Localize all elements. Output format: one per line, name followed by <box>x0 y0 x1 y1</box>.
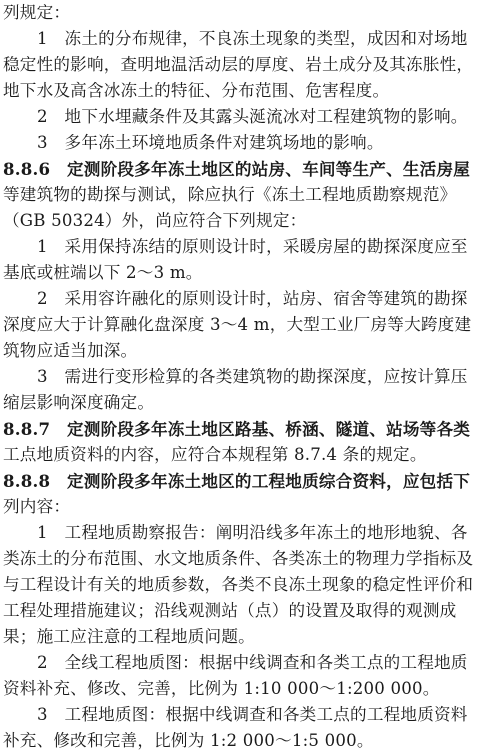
text-line: 1 工程地质勘察报告：阐明沿线多年冻土的地形地貌、各 <box>37 523 468 542</box>
clause-heading-8-8-7: 8.8.7 定测阶段多年冻土地区路基、桥涵、隧道、站场等各类 <box>3 419 471 439</box>
text-line: 工点地质资料的内容，应符合本规程第 8.7.4 条的规定。 <box>3 445 427 464</box>
clause-heading-8-8-6: 8.8.6 定测阶段多年冻土地区的站房、车间等生产、生活房屋 <box>3 159 471 179</box>
text-line: 缩层影响深度确定。 <box>3 393 155 412</box>
text-line: 2 全线工程地质图：根据中线调查和各类工点的工程地质 <box>37 653 468 672</box>
text-line: 列规定： <box>3 3 71 22</box>
text-line: 1 冻土的分布规律，不良冻土现象的类型，成因和对场地 <box>37 29 468 48</box>
text-line: 2 采用容许融化的原则设计时，站房、宿舍等建筑的勘探 <box>37 289 468 308</box>
clause-heading-8-8-8: 8.8.8 定测阶段多年冻土地区的工程地质综合资料，应包括下 <box>3 471 471 491</box>
text-line: 深度应大于计算融化盘深度 3～4 m，大型工业厂房等大跨度建 <box>3 315 472 334</box>
text-line: 1 采用保持冻结的原则设计时，采暖房屋的勘探深度应至 <box>37 237 468 256</box>
text-line: 等建筑物的勘探与测试，除应执行《冻土工程地质勘察规范》 <box>3 185 457 204</box>
text-line: 2 地下水埋藏条件及其露头涎流冰对工程建筑物的影响。 <box>37 107 468 126</box>
text-line: 稳定性的影响，查明地温活动层的厚度、岩土成分及其冻胀性， <box>3 55 474 74</box>
text-line: 3 多年冻土环境地质条件对建筑场地的影响。 <box>37 133 384 152</box>
text-line: 3 需进行变形检算的各类建筑物的勘探深度，应按计算压 <box>37 367 468 386</box>
text-line: 筑物应适当加深。 <box>3 341 138 360</box>
text-line: 类冻土的分布范围、水文地质条件、各类冻土的物理力学指标及 <box>3 549 474 568</box>
text-line: 与工程设计有关的地质参数，各类不良冻土现象的稳定性评价和 <box>3 575 474 594</box>
text-line: 补充、修改和完善，比例为 1:2 000～1:5 000。 <box>3 731 374 750</box>
text-line: 地下水及高含冰冻土的特征、分布范围、危害程度。 <box>3 81 390 100</box>
text-line: 资料补充、修改、完善，比例为 1:10 000～1:200 000。 <box>3 679 440 698</box>
text-line: 3 工程地质图：根据中线调查和各类工点的工程地质资料 <box>37 705 468 724</box>
text-line: （GB 50324）外，尚应符合下列规定： <box>3 211 307 230</box>
text-line: 基底或桩端以下 2～3 m。 <box>3 263 203 282</box>
text-line: 果；施工应注意的工程地质问题。 <box>3 627 255 646</box>
text-line: 工程处理措施建议；沿线观测站（点）的设置及取得的观测成 <box>3 601 457 620</box>
text-line: 列内容： <box>3 497 71 516</box>
